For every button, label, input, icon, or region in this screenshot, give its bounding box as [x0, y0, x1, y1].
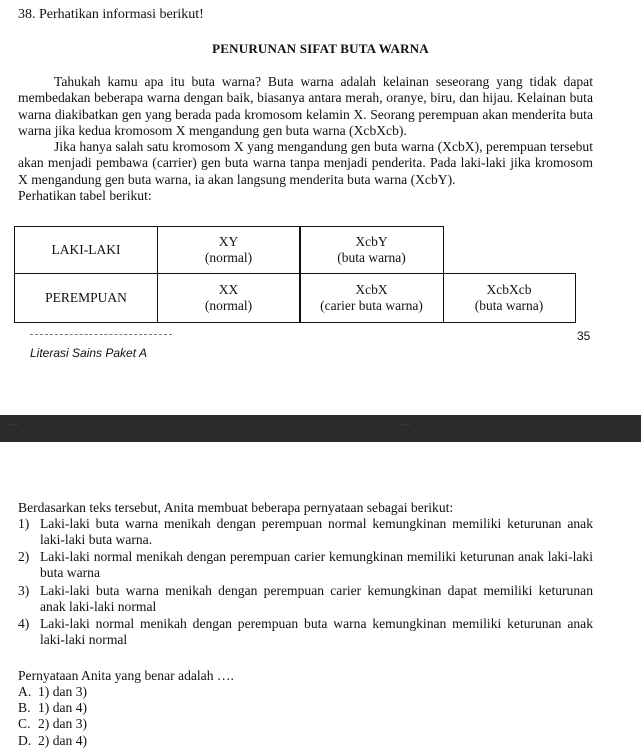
document-title: PENURUNAN SIFAT BUTA WARNA [212, 41, 429, 56]
option-letter: A. [18, 684, 32, 699]
question-header: 38. Perhatikan informasi berikut! [18, 7, 204, 22]
option-letter: B. [18, 700, 31, 715]
book-title: Literasi Sains Paket A [30, 346, 147, 360]
statement-3 [18, 583, 593, 616]
female-cell-carrier [299, 273, 444, 323]
option-c [18, 716, 87, 732]
option-letter: C. [18, 716, 31, 731]
footer-divider [30, 334, 172, 335]
option-text: 1) dan 3) [38, 684, 88, 699]
paragraph-1: Tahukah kamu apa itu buta warna? Buta warna adalah kelainan seseorang yang tidak dapat membedakan beberapa warna dengan baik, biasanya antara merah, oranye, biru, dan hijau. Kelainan buta warna diakibatkan gen yang berada pada kromosom kelamin X. Seorang perempuan akan menderita buta warna jika kedua kromosom X mengandung gen buta warna (XcbXcb). [18, 74, 593, 138]
phenotype: (buta warna) [337, 250, 406, 265]
paragraph-2: Jika hanya salah satu kromosom X yang mengandung gen buta warna (XcbX), perempuan tersebut akan menjadi pembawa (carrier) gen buta warna tanpa menjadi penderita. Pada laki-laki jika kromosom X mengandung gen buta warna, ia akan langsung menderita buta warna (XcbY). [18, 139, 593, 187]
statement-number: 1) [18, 516, 30, 531]
female-row-label [14, 273, 158, 323]
male-cell-colorblind [299, 226, 444, 274]
option-text: 2) dan 4) [38, 733, 88, 748]
statement-1 [18, 516, 593, 549]
question-text: Pernyataan Anita yang benar adalah …. [18, 668, 234, 683]
band-text-right: ... [400, 417, 411, 427]
statement-text: Laki-laki buta warna menikah dengan perempuan carier kemungkinan dapat memiliki keturunan anak laki-laki normal [40, 583, 593, 615]
option-letter: D. [18, 733, 32, 748]
female-label: PEREMPUAN [45, 289, 127, 305]
option-b [18, 700, 87, 716]
genotype: XY [218, 234, 239, 249]
page-separator-band [0, 415, 641, 442]
genotype: XX [218, 281, 239, 297]
paragraph-3: Perhatikan tabel berikut: [18, 188, 152, 204]
phenotype: (normal) [204, 297, 253, 313]
phenotype: (normal) [204, 250, 253, 265]
option-text: 1) dan 4) [38, 700, 88, 715]
statement-text: Laki-laki normal menikah dengan perempuan buta warna kemungkinan memiliki keturunan anak laki-laki normal [40, 616, 593, 648]
statement-4 [18, 616, 593, 649]
phenotype: (carier buta warna) [320, 297, 423, 313]
male-cell-normal [157, 226, 301, 274]
option-a [18, 684, 87, 700]
genotype: XcbXcb [486, 281, 532, 297]
passage [18, 74, 593, 204]
female-cell-colorblind [443, 273, 576, 323]
statements-intro: Berdasarkan teks tersebut, Anita membuat beberapa pernyataan sebagai berikut: [18, 500, 454, 515]
option-d [18, 733, 87, 749]
genotype: XcbY [355, 234, 388, 249]
page-number: 35 [577, 329, 591, 343]
statement-number: 3) [18, 583, 30, 598]
phenotype: (buta warna) [474, 297, 544, 313]
statement-2 [18, 549, 593, 582]
female-cell-normal [157, 273, 301, 323]
statement-text: Laki-laki buta warna menikah dengan perempuan normal kemungkinan memiliki keturunan anak laki-laki buta warna. [40, 516, 593, 548]
statement-number: 4) [18, 616, 30, 631]
statement-text: Laki-laki normal menikah dengan perempuan carier kemungkinan memiliki keturunan anak laki-laki buta warna [40, 549, 593, 581]
male-label: LAKI-LAKI [51, 242, 121, 257]
genotype: XcbX [355, 281, 388, 297]
statement-number: 2) [18, 549, 30, 564]
male-row-label [14, 226, 158, 274]
option-text: 2) dan 3) [38, 716, 88, 731]
band-text-left: ... [8, 417, 19, 427]
